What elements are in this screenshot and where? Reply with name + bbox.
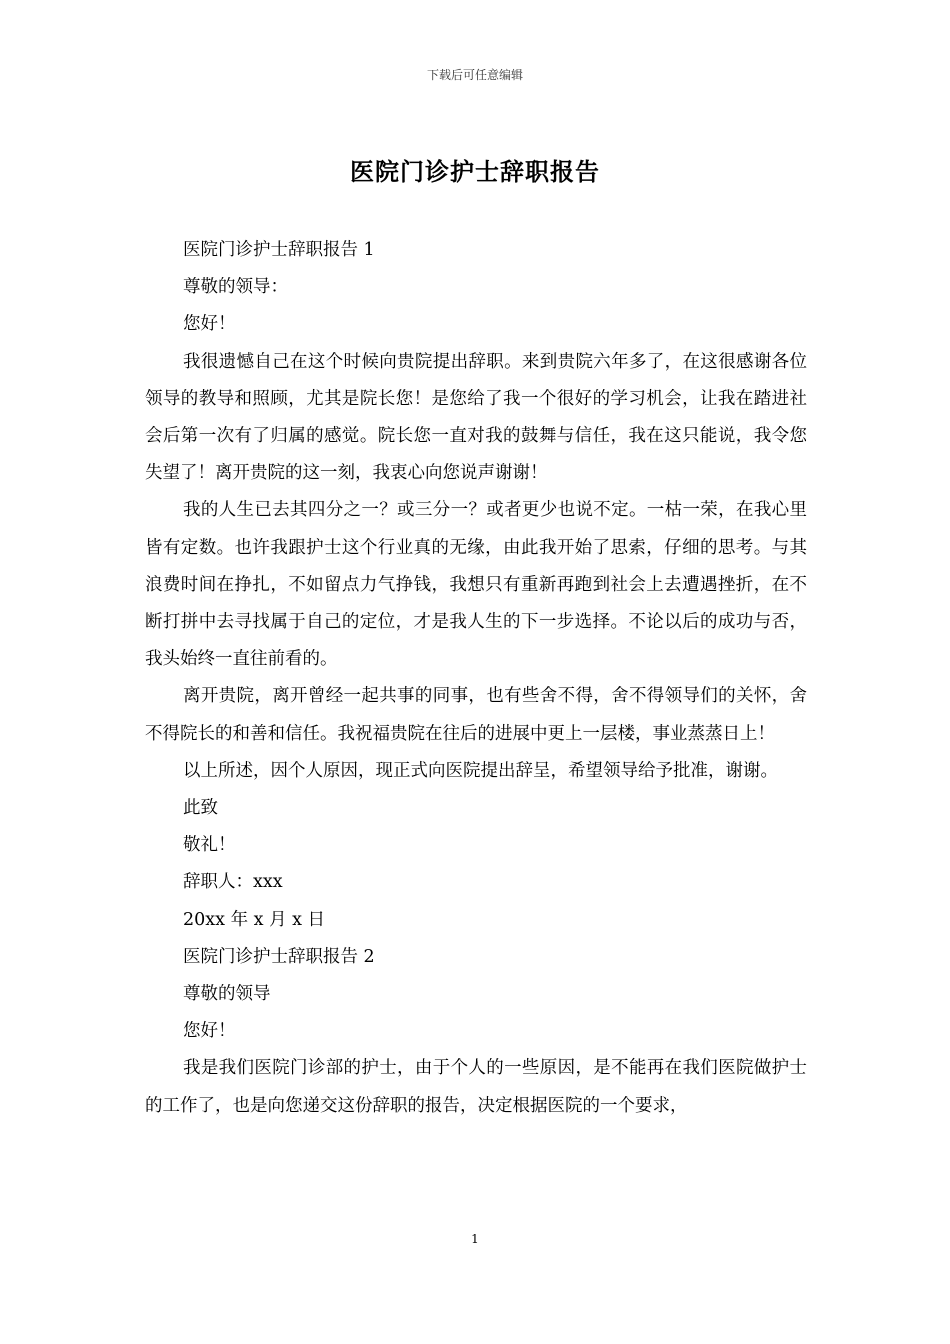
closing-regards: 敬礼！	[183, 835, 236, 856]
greeting: 您好！	[183, 1021, 236, 1042]
signature-line: 辞职人：xxx	[183, 872, 283, 893]
page-number: 1	[471, 1232, 479, 1246]
salutation: 尊敬的领导：	[183, 277, 288, 298]
body-paragraph: 我是我们医院门诊部的护士，由于个人的一些原因，是不能再在我们医院做护士的工作了，也是向您递交这份辞职的报告，决定根据医院的一个要求，	[145, 1058, 807, 1116]
document-title: 医院门诊护士辞职报告	[350, 157, 600, 186]
date-line: 20xx 年 x 月 x 日	[183, 909, 326, 930]
body-paragraph: 离开贵院，离开曾经一起共事的同事，也有些舍不得，舍不得领导们的关怀，舍不得院长的和善和信任。我祝福贵院在往后的进展中更上一层楼，事业蒸蒸日上！	[145, 686, 807, 744]
body-paragraph: 以上所述，因个人原因，现正式向医院提出辞呈，希望领导给予批准，谢谢。	[183, 760, 778, 781]
body-paragraph: 我的人生已去其四分之一？或三分一？或者更少也说不定。一枯一荣，在我心里皆有定数。也许我跟护士这个行业真的无缘，由此我开始了思索，仔细的思考。与其浪费时间在挣扎，不如留点力气挣钱，我想只有重新再跑到社会上去遭遇挫折，在不断打拼中去寻找属于自己的定位，才是我人生的下一步选择。不论以后的成功与否，我头始终一直往前看的。	[145, 500, 807, 670]
header-note: 下载后可任意编辑	[426, 68, 523, 82]
closing-line: 此致	[183, 798, 218, 819]
section-heading-2: 医院门诊护士辞职报告 2	[183, 946, 375, 967]
salutation: 尊敬的领导	[183, 984, 271, 1005]
body-paragraph: 我很遗憾自己在这个时候向贵院提出辞职。来到贵院六年多了，在这很感谢各位领导的教导和照顾，尤其是院长您！是您给了我一个很好的学习机会，让我在踏进社会后第一次有了归属的感觉。院长您一直对我的鼓舞与信任，我在这只能说，我令您失望了！离开贵院的这一刻，我衷心向您说声谢谢！	[145, 351, 807, 484]
document-body	[145, 232, 807, 1125]
greeting: 您好！	[183, 314, 236, 335]
section-heading-1: 医院门诊护士辞职报告 1	[183, 240, 375, 260]
